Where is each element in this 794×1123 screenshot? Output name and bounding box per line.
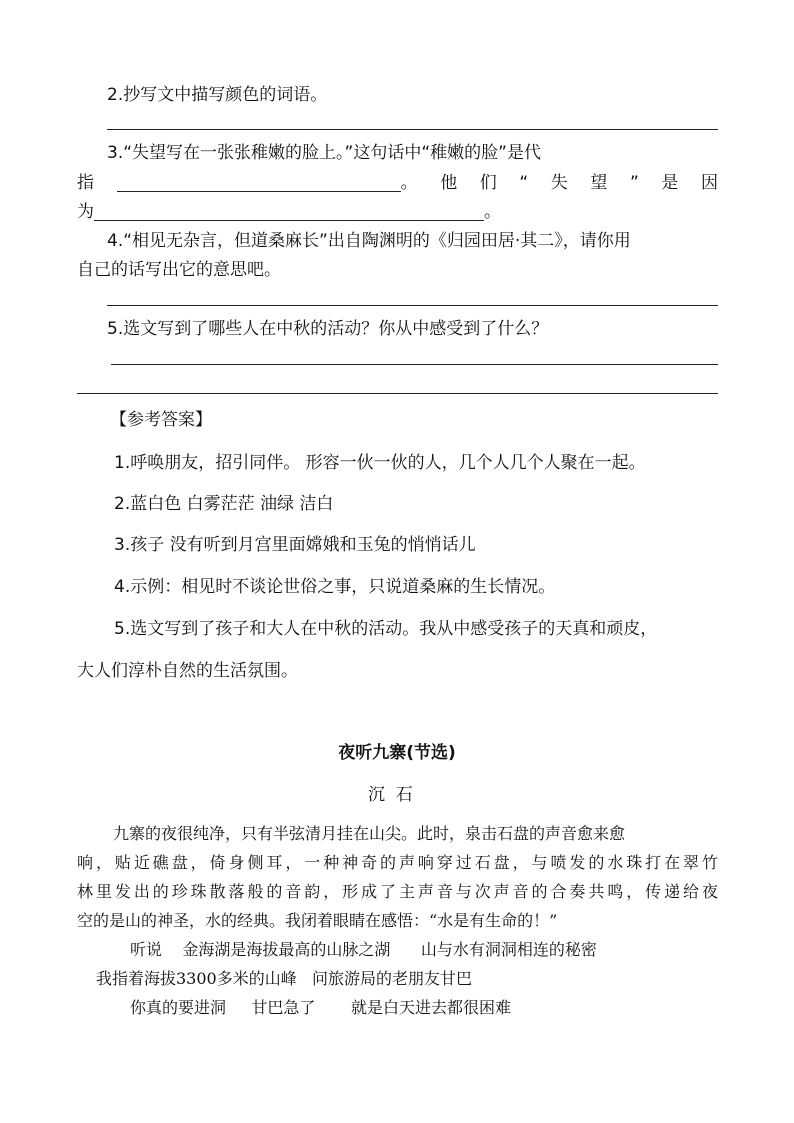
passage-p3-line1: 你真的要进洞 甘巴急了 就是白天进去都很困难 [130, 998, 512, 1017]
passage-p1-line3: 林里发出的珍珠散落般的音韵，形成了主声音与次声音的合奏共鸣，传递给夜 [77, 882, 718, 901]
passage-title: 夜听九寨(节选) [338, 743, 456, 763]
answer-line-q2[interactable] [107, 129, 718, 130]
answer-blank-q3a[interactable] [117, 173, 401, 192]
answers-heading: 【参考答案】 [110, 410, 212, 430]
question-3-line2: 指 。 他 们 “ 失 望 ” 是 因 [77, 173, 718, 193]
passage-author: 沉 石 [368, 785, 413, 805]
question-2: 2.抄写文中描写颜色的词语。 [107, 85, 328, 105]
passage-p2-line2: 我指着海拔3300多米的山峰 问旅游局的老朋友甘巴 [96, 969, 472, 988]
answer-5-line1: 5.选文写到了孩子和大人在中秋的活动。我从中感受孩子的天真和顽皮， [114, 619, 658, 639]
answer-4: 4.示例：相见时不谈论世俗之事，只说道桑麻的生长情况。 [114, 577, 556, 597]
answer-line-q5a[interactable] [111, 364, 718, 365]
passage-p1-line1: 九寨的夜很纯净，只有半弦清月挂在山尖。此时，泉击石盘的声音愈来愈 [113, 824, 626, 843]
question-5: 5.选文写到了哪些人在中秋的活动？你从中感受到了什么？ [107, 319, 549, 339]
answer-line-q5b[interactable] [77, 393, 718, 394]
answer-line-q4[interactable] [107, 305, 718, 306]
question-3-zhi: 指 [77, 173, 94, 193]
passage-p1-line4: 空的是山的神圣，水的经典。我闭着眼睛在感悟：“水是有生命的！” [77, 911, 558, 930]
answer-3: 3.孩子 没有听到月宫里面嫦娥和玉兔的悄悄话儿 [114, 535, 476, 555]
passage-p1-line2: 响，贴近礁盘，倚身侧耳，一种神奇的声响穿过石盘，与喷发的水珠打在翠竹 [77, 853, 718, 872]
question-3-line3: 为 。 [77, 202, 501, 222]
question-3-line1: 3.“失望写在一张张稚嫩的脸上。”这句话中“稚嫩的脸”是代 [107, 143, 541, 163]
question-4-line2: 自己的话写出它的意思吧。 [77, 260, 281, 280]
question-4-line1: 4.“相见无杂言，但道桑麻长”出自陶渊明的《归园田居·其二》，请你用 [107, 231, 631, 251]
answer-1: 1.呼唤朋友，招引同伴。 形容一伙一伙的人，几个人几个人聚在一起。 [114, 453, 646, 473]
answer-2: 2.蓝白色 白雾茫茫 油绿 洁白 [114, 494, 334, 514]
answer-5-line2: 大人们淳朴自然的生活氛围。 [77, 661, 298, 681]
answer-blank-q3b[interactable] [94, 202, 484, 221]
passage-p2-line1: 听说 金海湖是海拔最高的山脉之湖 山与水有洞洞相连的秘密 [130, 940, 597, 959]
